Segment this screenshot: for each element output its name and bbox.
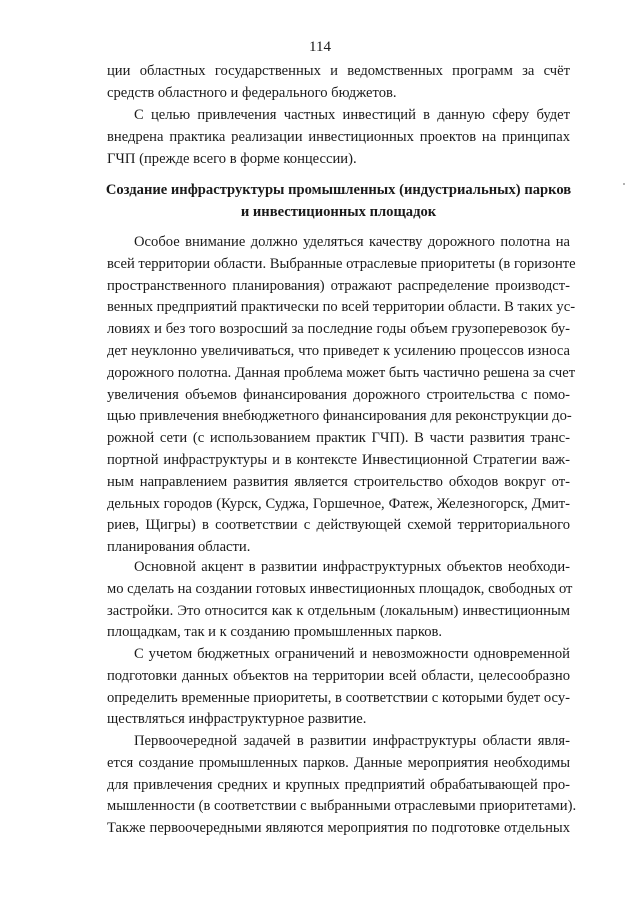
paragraph-intro bbox=[107, 61, 570, 105]
paragraph-budget bbox=[107, 644, 570, 731]
paragraph-line: внедрена практика реализации инвестиционных проектов на принципах bbox=[107, 128, 570, 145]
paragraph-line: С учетом бюджетных ограничений и невозможности одновременной bbox=[134, 646, 570, 662]
paragraph-line: увеличения объемов финансирования дорожного строительства с помо- bbox=[107, 386, 570, 403]
scan-speck bbox=[623, 183, 625, 185]
paragraph-line: ловиях и без того возросший за последние годы объем грузоперевозок бу- bbox=[107, 321, 570, 338]
paragraph-line: площадкам, так и к созданию промышленных парков. bbox=[107, 624, 443, 641]
paragraph-line: венных предприятий практически по всей территории области. В таких ус- bbox=[107, 299, 576, 316]
paragraph-line: планирования области. bbox=[107, 539, 251, 556]
paragraph-line: дорожного полотна. Данная проблема может быть частично решена за счет bbox=[107, 364, 576, 381]
paragraph-line: ществляться инфраструктурное развитие. bbox=[107, 711, 367, 728]
paragraph-line: ции областных государственных и ведомственных программ за счёт bbox=[107, 63, 570, 79]
paragraph-line: щью привлечения внебюджетного финансирования для реконструкции до- bbox=[107, 408, 572, 425]
paragraph-line: для привлечения средних и крупных предприятий обрабатывающей про- bbox=[107, 776, 570, 793]
paragraph-line: портной инфраструктуры и в контексте Инвестиционной Стратегии важ- bbox=[107, 451, 570, 468]
heading-line: и инвестиционных площадок bbox=[240, 203, 437, 220]
paragraph-line: дет неуклонно увеличиваться, что приведет к усилению процессов износа bbox=[107, 342, 570, 359]
heading-line: Создание инфраструктуры промышленных (индустриальных) парков bbox=[105, 182, 572, 198]
paragraph-line: риев, Щигры) в соответствии с действующей схемой территориального bbox=[107, 517, 570, 534]
paragraph-line: Особое внимание должно уделяться качеству дорожного полотна на bbox=[134, 234, 570, 250]
page-number: 114 bbox=[309, 39, 331, 55]
section-heading bbox=[100, 180, 577, 224]
paragraph-parks bbox=[107, 731, 577, 840]
paragraph-line: средств областного и федерального бюджетов. bbox=[107, 84, 397, 101]
paragraph-line: дельных городов (Курск, Суджа, Горшечное, Фатеж, Железногорск, Дмит- bbox=[107, 495, 570, 512]
paragraph-line: всей территории области. Выбранные отраслевые приоритеты (в горизонте bbox=[107, 255, 576, 272]
paragraph-line: подготовки данных объектов на территории всей области, целесообразно bbox=[107, 667, 570, 684]
paragraph-line: мо сделать на создании готовых инвестиционных площадок, свободных от bbox=[107, 580, 573, 597]
paragraph-line: С целью привлечения частных инвестиций в данную сферу будет bbox=[134, 107, 570, 123]
paragraph-line: мышленности (в соответствии с выбранными отраслевыми приоритетами). bbox=[107, 798, 577, 815]
paragraph-line: Первоочередной задачей в развитии инфраструктуры области явля- bbox=[134, 733, 570, 749]
paragraph-line: застройки. Это относится как к отдельным (локальным) инвестиционным bbox=[107, 602, 570, 619]
paragraph-line: рожной сети (с использованием практик ГЧП). В части развития транс- bbox=[107, 430, 570, 447]
paragraph-gchp bbox=[107, 105, 570, 170]
paragraph-line: Также первоочередными являются мероприятия по подготовке отдельных bbox=[107, 820, 570, 837]
paragraph-line: пространственного планирования) отражают распределение производст- bbox=[107, 277, 570, 294]
paragraph-roads bbox=[107, 232, 576, 559]
paragraph-line: ным направлением развития является строительство обходов вокруг от- bbox=[107, 473, 570, 490]
paragraph-line: ется создание промышленных парков. Данные мероприятия необходимы bbox=[107, 754, 570, 771]
paragraph-accent bbox=[107, 557, 573, 644]
paragraph-line: Основной акцент в развитии инфраструктурных объектов необходи- bbox=[134, 559, 570, 575]
paragraph-line: определить временные приоритеты, в соответствии с которыми будет осу- bbox=[107, 689, 570, 706]
paragraph-line: ГЧП (прежде всего в форме концессии). bbox=[107, 150, 357, 167]
